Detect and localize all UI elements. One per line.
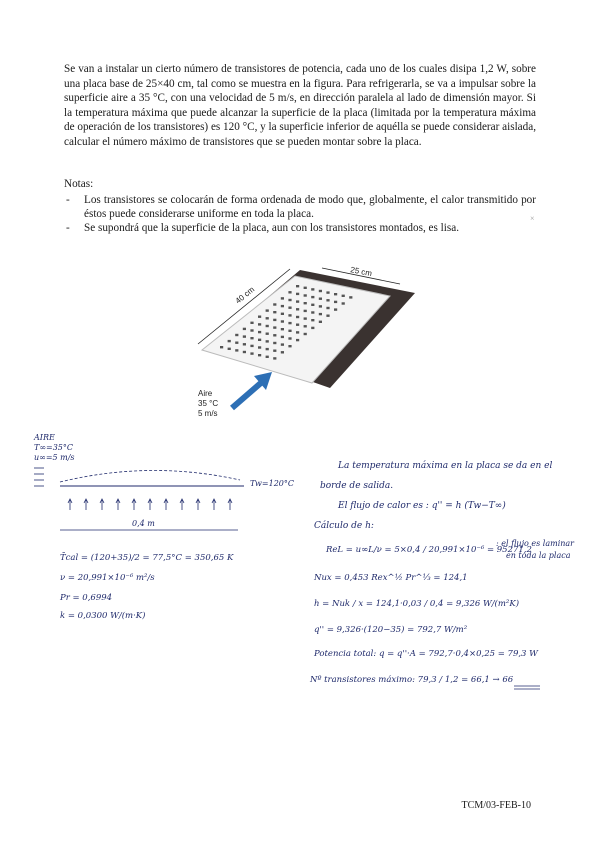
- transistor-icon: [342, 295, 345, 297]
- transistor-icon: [266, 309, 269, 311]
- transistor-icon: [258, 316, 261, 318]
- transistor-icon: [258, 331, 261, 333]
- transistor-icon: [266, 333, 269, 335]
- hw-solution-line: : el flujo es laminar: [496, 539, 575, 548]
- transistor-icon: [304, 294, 307, 296]
- air-temp-label: 35 °C: [198, 399, 219, 408]
- transistor-icon: [304, 333, 307, 335]
- notes-title: Notas:: [64, 178, 94, 190]
- transistor-icon: [334, 301, 337, 303]
- transistor-icon: [296, 324, 299, 326]
- transistor-icon: [334, 293, 337, 295]
- air-label: Aire: [198, 389, 213, 398]
- transistor-icon: [311, 304, 314, 306]
- note-item: - Se supondrá que la superficie de la placa, aun con los transistores montados, es lisa.: [66, 222, 459, 235]
- transistor-icon: [266, 356, 269, 358]
- transistor-icon: [273, 357, 276, 359]
- transistor-icon: [273, 326, 276, 328]
- transistor-icon: [304, 302, 307, 304]
- notes-list: [64, 193, 536, 236]
- transistor-icon: [288, 299, 291, 301]
- transistor-icon: [319, 290, 322, 292]
- transistor-icon: [266, 340, 269, 342]
- transistor-icon: [243, 335, 246, 337]
- hw-solution-line: Cálculo de h:: [314, 521, 374, 531]
- transistor-icon: [311, 319, 314, 321]
- transistor-icon: [273, 334, 276, 336]
- transistor-icon: [250, 329, 253, 331]
- footer-code: TCM/03-FEB-10: [461, 800, 531, 811]
- transistor-icon: [311, 288, 314, 290]
- transistor-icon: [326, 315, 329, 317]
- transistor-icon: [326, 291, 329, 293]
- hw-mean-temp: T̄cal = (120+35)/2 = 77,5°C = 350,65 K: [60, 553, 234, 563]
- transistor-icon: [250, 345, 253, 347]
- hw-air-temp: T∞=35°C: [34, 443, 74, 452]
- transistor-icon: [273, 319, 276, 321]
- air-arrow-shaft: [232, 382, 262, 408]
- transistor-icon: [304, 287, 307, 289]
- transistor-icon: [273, 311, 276, 313]
- transistor-icon: [266, 348, 269, 350]
- transistor-icon: [243, 328, 246, 330]
- transistor-icon: [288, 345, 291, 347]
- transistor-icon: [311, 296, 314, 298]
- transistor-icon: [296, 316, 299, 318]
- transistor-icon: [304, 325, 307, 327]
- transistor-icon: [243, 343, 246, 345]
- transistor-icon: [342, 302, 345, 304]
- hw-length-label: 0,4 m: [132, 519, 155, 528]
- transistor-icon: [288, 330, 291, 332]
- transistor-icon: [235, 334, 238, 336]
- transistor-icon: [288, 322, 291, 324]
- transistor-icon: [281, 320, 284, 322]
- hw-wall-temp: Tw=120°C: [250, 479, 294, 488]
- transistor-icon: [250, 322, 253, 324]
- transistor-icon: [296, 293, 299, 295]
- margin-mark: ×: [530, 214, 535, 223]
- hw-heat-arrows-icon: [68, 499, 232, 510]
- plate-figure: [190, 258, 420, 428]
- transistor-icon: [258, 323, 261, 325]
- transistor-icon: [273, 342, 276, 344]
- hw-viscosity: ν = 20,991×10⁻⁶ m²/s: [60, 573, 155, 583]
- transistor-icon: [304, 310, 307, 312]
- hw-air-velocity: u∞=5 m/s: [34, 453, 75, 462]
- transistor-icon: [281, 328, 284, 330]
- transistor-icon: [288, 337, 291, 339]
- transistor-icon: [281, 351, 284, 353]
- transistor-icon: [281, 305, 284, 307]
- transistor-icon: [273, 350, 276, 352]
- transistor-icon: [281, 343, 284, 345]
- transistor-icon: [228, 340, 231, 342]
- transistor-icon: [273, 303, 276, 305]
- transistor-icon: [281, 336, 284, 338]
- transistor-icon: [235, 349, 238, 351]
- transistor-icon: [258, 354, 261, 356]
- dim-short-label: 25 cm: [349, 265, 373, 279]
- transistor-icon: [281, 313, 284, 315]
- transistor-icon: [258, 339, 261, 341]
- hw-solution-line: El flujo de calor es : q'' = h (Tw−T∞): [338, 501, 506, 511]
- hw-solution-line: en toda la placa: [506, 551, 571, 560]
- transistor-icon: [319, 305, 322, 307]
- transistor-icon: [296, 308, 299, 310]
- hw-solution-line: borde de salida.: [320, 481, 394, 491]
- transistor-icon: [243, 351, 246, 353]
- handwritten-sketch: [0, 430, 300, 630]
- transistor-icon: [319, 321, 322, 323]
- hw-solution-line: ReL = u∞L/ν = 5×0,4 / 20,991×10⁻⁶ = 95271,2: [326, 545, 532, 555]
- transistor-icon: [250, 337, 253, 339]
- transistor-icon: [326, 299, 329, 301]
- hw-solution-line: q'' = 9,326·(120−35) = 792,7 W/m²: [314, 625, 468, 635]
- transistor-icon: [296, 300, 299, 302]
- hw-air-label: AIRE: [34, 433, 55, 442]
- transistor-icon: [296, 339, 299, 341]
- transistor-icon: [258, 346, 261, 348]
- transistor-icon: [288, 314, 291, 316]
- transistor-icon: [288, 307, 291, 309]
- transistor-icon: [266, 317, 269, 319]
- hw-solution-line: Nux = 0,453 Rex^½ Pr^⅓ = 124,1: [314, 573, 468, 583]
- handwritten-solution: [300, 450, 600, 710]
- transistor-icon: [319, 313, 322, 315]
- transistor-icon: [220, 346, 223, 348]
- hw-solution-line: Potencia total: q = q''·A = 792,7·0,4×0,25 = 79,3 W: [314, 649, 538, 659]
- transistor-icon: [235, 342, 238, 344]
- transistor-icon: [311, 311, 314, 313]
- transistor-icon: [326, 307, 329, 309]
- transistor-icon: [266, 325, 269, 327]
- transistor-icon: [334, 308, 337, 310]
- note-item: - Los transistores se colocarán de forma ordenada de modo que, globalmente, el calor transmitido por éstos puede considerarse uniforme en toda la placa.: [66, 194, 536, 221]
- transistor-icon: [296, 331, 299, 333]
- problem-statement: Se van a instalar un cierto número de transistores de potencia, cada uno de los cuales disipa 1,2 W, sobre una placa base de 25×40 cm, tal como se muestra en la figura. Para refrigerarla, se va a impulsar sobre la superficie aire a 35 °C, con una velocidad de 5 m/s, en dirección paralela al lado de dimensión mayor. Si la temperatura máxima que puede alcanzar la superficie de la placa (limitada por la temperatura máxima de operación de los transistores) es 120 °C, y la superficie inferior de aquélla se puede considerar aislada, calcular el número máximo de transistores que se pueden montar sobre la placa.: [64, 63, 536, 148]
- hw-arrows-icon: [34, 468, 44, 486]
- hw-solution-line: h = Nuk / x = 124,1·0,03 / 0,4 = 9,326 W/(m²K): [314, 599, 520, 609]
- hw-solution-line: Nº transistores máximo: 79,3 / 1,2 = 66,1 → 66: [310, 675, 514, 685]
- hw-solution-line: La temperatura máxima en la placa se da en el: [338, 461, 553, 471]
- transistor-icon: [349, 296, 352, 298]
- air-velocity-label: 5 m/s: [198, 409, 218, 418]
- transistor-icon: [250, 352, 253, 354]
- dim-long-label: 40 cm: [233, 284, 257, 306]
- transistor-icon: [228, 348, 231, 350]
- transistor-icon: [304, 317, 307, 319]
- transistor-icon: [288, 291, 291, 293]
- transistor-icon: [319, 298, 322, 300]
- transistor-icon: [296, 285, 299, 287]
- hw-conductivity: k = 0,0300 W/(m·K): [60, 611, 146, 621]
- transistor-icon: [281, 297, 284, 299]
- hw-prandtl: Pr = 0,6994: [60, 593, 113, 603]
- transistor-icon: [311, 327, 314, 329]
- hw-boundary-layer: [60, 470, 240, 482]
